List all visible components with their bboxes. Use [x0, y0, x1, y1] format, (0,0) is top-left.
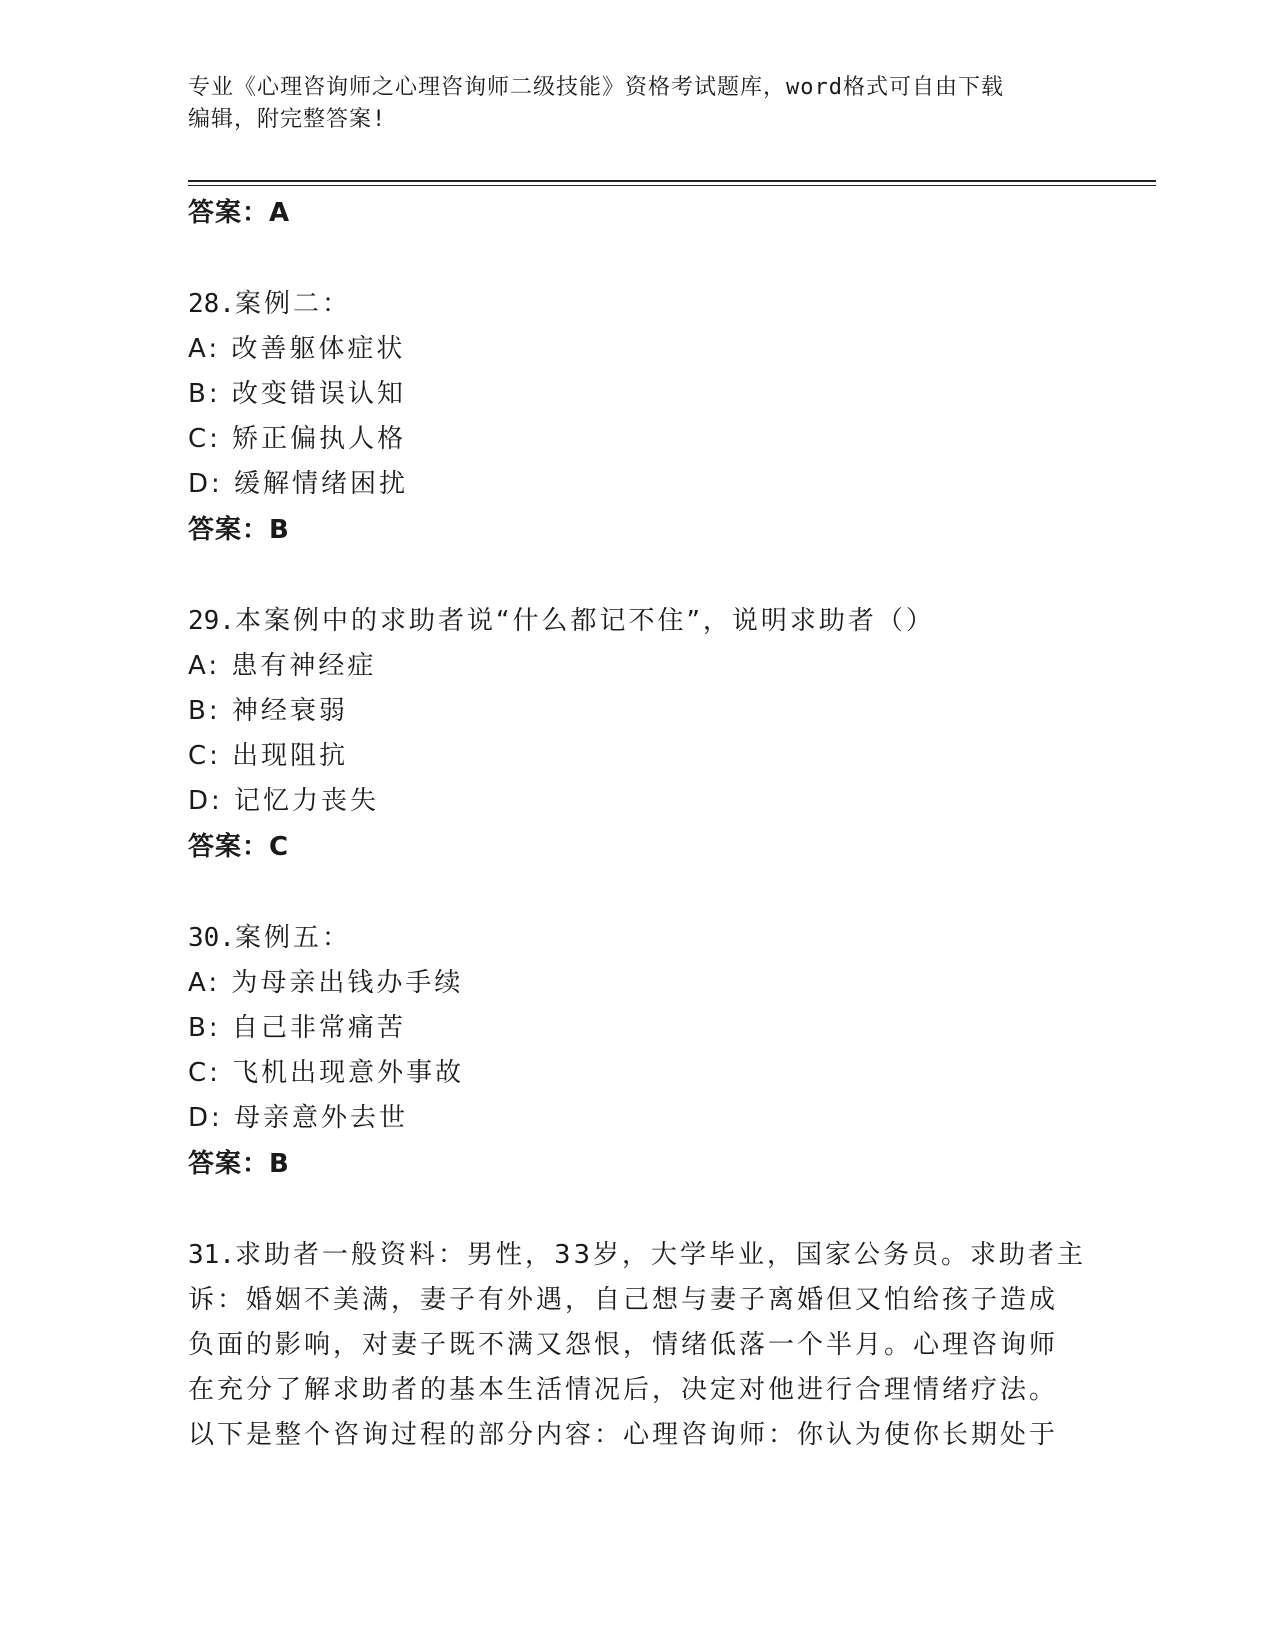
document-body	[188, 190, 1088, 1458]
question-stem: 案例五：	[234, 923, 351, 953]
question-number: 31.	[188, 1240, 235, 1270]
document-header	[188, 72, 1068, 136]
question-text	[188, 916, 1088, 961]
header-line-1: 专业《心理咨询师之心理咨询师二级技能》资格考试题库，word格式可自由下载	[188, 75, 1004, 100]
option-b: B: 改变错误认知	[188, 379, 406, 409]
question-31	[188, 1233, 1088, 1458]
question-29	[188, 599, 1088, 870]
question-number: 29.	[188, 606, 235, 636]
option-b: B: 神经衰弱	[188, 696, 348, 726]
answer-29: 答案：C	[188, 832, 290, 862]
question-30	[188, 916, 1088, 1187]
paragraph-line: 负面的影响，对妻子既不满又怨恨，情绪低落一个半月。心理咨询师	[188, 1330, 1059, 1360]
paragraph-line	[188, 1233, 1088, 1278]
option-b: B: 自己非常痛苦	[188, 1013, 406, 1043]
question-number: 30.	[188, 923, 235, 953]
paragraph-line: 诉：婚姻不美满，妻子有外遇，自己想与妻子离婚但又怕给孩子造成	[188, 1285, 1059, 1315]
option-d: D: 缓解情绪困扰	[188, 469, 409, 499]
question-number: 28.	[188, 289, 235, 319]
question-stem: 本案例中的求助者说“什么都记不住”，说明求助者（）	[234, 606, 935, 636]
option-c: C: 飞机出现意外事故	[188, 1058, 465, 1088]
answer-28: 答案：B	[188, 515, 290, 545]
option-d: D: 记忆力丧失	[188, 786, 380, 816]
paragraph-line: 以下是整个咨询过程的部分内容：心理咨询师：你认为使你长期处于	[188, 1420, 1059, 1450]
option-c: C: 出现阻抗	[188, 741, 349, 771]
question-stem: 案例二：	[234, 289, 351, 319]
option-a: A: 为母亲出钱办手续	[188, 968, 464, 998]
question-text	[188, 282, 1088, 327]
option-d: D: 母亲意外去世	[188, 1103, 409, 1133]
option-c: C: 矫正偏执人格	[188, 424, 407, 454]
header-divider	[188, 180, 1156, 186]
question-28	[188, 282, 1088, 553]
answer-27: 答案：A	[188, 198, 291, 228]
paragraph-line: 在充分了解求助者的基本生活情况后，决定对他进行合理情绪疗法。	[188, 1375, 1059, 1405]
option-a: A: 患有神经症	[188, 651, 377, 681]
answer-30: 答案：B	[188, 1149, 290, 1179]
option-a: A: 改善躯体症状	[188, 334, 406, 364]
question-text	[188, 599, 1088, 644]
header-line-2: 编辑，附完整答案!	[188, 107, 387, 132]
paragraph-text: 求助者一般资料：男性，33岁，大学毕业，国家公务员。求助者主	[234, 1240, 1087, 1270]
